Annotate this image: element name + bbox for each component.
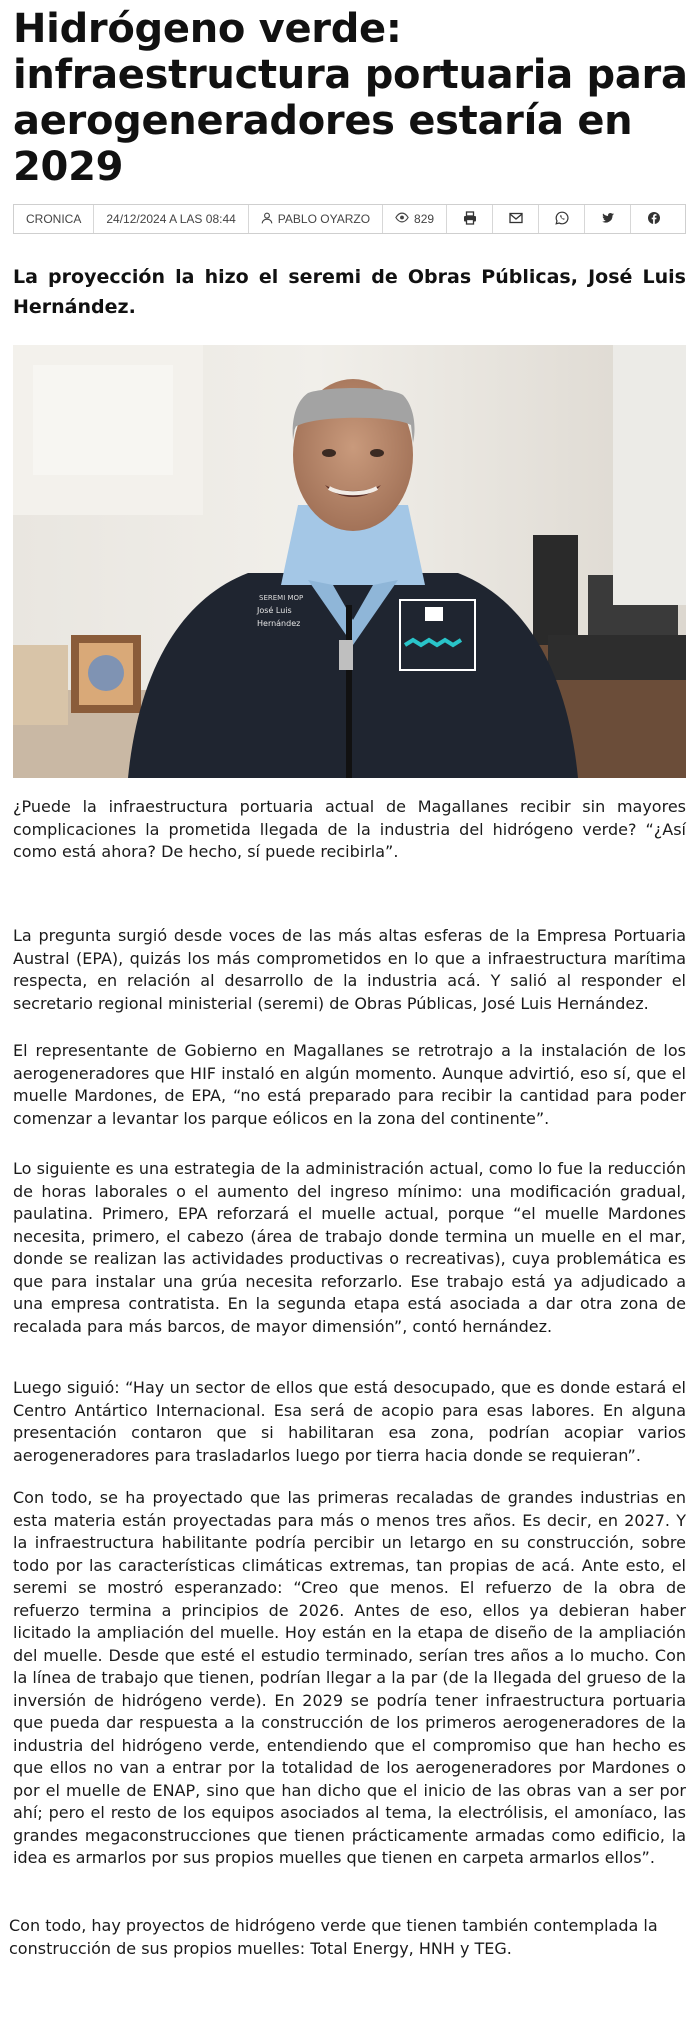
article-paragraph: El representante de Gobierno en Magallanes se retrotrajo a la instalación de los aerogeneradores que HIF instaló en algún momento. Aunque advirtió, eso sí, que el muelle Mardones, de EPA, “no está preparado para recibir la cantidad para poder comenzar a levantar los parque eólicos en la zona del continente”. xyxy=(13,1041,686,1128)
section-link[interactable] xyxy=(14,205,94,233)
article-title: Hidrógeno verde: infraestructura portuaria para aerogeneradores estaría en 2029 xyxy=(13,6,688,190)
section-label: CRONICA xyxy=(26,212,82,226)
twitter-icon xyxy=(601,211,615,228)
email-share-button[interactable] xyxy=(493,205,539,233)
view-count xyxy=(383,205,447,233)
article-paragraph: Luego siguió: “Hay un sector de ellos que está desocupado, que es donde estará el Centro Antártico Internacional. Esa será de acopio para esas labores. En alguna presentación contaron que si habilitaran esa zona, podrían acopiar varios aerogeneradores para trasladarlos luego por tierra hacia donde se requieran”. xyxy=(13,1378,686,1465)
publish-date-text: 24/12/2024 A LAS 08:44 xyxy=(106,212,236,226)
whatsapp-share-button[interactable] xyxy=(539,205,585,233)
author-link[interactable] xyxy=(249,205,383,233)
print-button[interactable] xyxy=(447,205,493,233)
facebook-share-button[interactable] xyxy=(631,205,677,233)
print-icon xyxy=(463,211,477,228)
seremi-portrait-image xyxy=(13,345,686,778)
article-photo xyxy=(13,345,686,778)
article-lead: La proyección la hizo el seremi de Obras Públicas, José Luis Hernández. xyxy=(13,266,686,318)
photo-jacket-text-3: Hernández xyxy=(257,619,301,628)
photo-jacket-text-1: SEREMI MOP xyxy=(259,594,304,602)
article-meta-bar xyxy=(13,204,686,234)
twitter-share-button[interactable] xyxy=(585,205,631,233)
whatsapp-icon xyxy=(555,211,569,228)
view-count-value: 829 xyxy=(414,212,435,226)
eye-icon xyxy=(395,212,409,226)
facebook-icon xyxy=(647,211,661,228)
user-icon xyxy=(261,212,273,227)
author-name: PABLO OYARZO xyxy=(277,212,371,226)
envelope-icon xyxy=(509,211,523,228)
article-paragraph: ¿Puede la infraestructura portuaria actual de Magallanes recibir sin mayores complicaciones la prometida llegada de la industria del hidrógeno verde? “¿Así como está ahora? De hecho, sí puede recibirla”. xyxy=(13,797,686,861)
article-paragraph: Con todo, se ha proyectado que las primeras recaladas de grandes industrias en esta materia están proyectadas para más o menos tres años. Es decir, en 2027. Y la infraestructura habilitante podría percibir un letargo en su construcción, sobre todo por las características climáticas extremas, tan propias de acá. Ante esto, el seremi se mostró esperanzado: “Creo que menos. El refuerzo de la obra de refuerzo termina a principios de 2026. Antes de eso, ellos ya debieran haber licitado la ampliación del muelle. Hoy están en la etapa de diseño de la ampliación del muelle. Desde que esté el estudio terminado, serían tres años a lo mucho. Con la línea de trabajo que tienen, podrían llegar a la par (de la llegada del grueso de la inversión de hidrógeno verde). En 2029 se podría tener infraestructura portuaria que pueda dar respuesta a la construcción de los primeros aerogeneradores de la industria del hidrógeno verde, entendiendo que el compromiso que han hecho es que ellos no van a entrar por la totalidad de los aerogeneradores por Mardones o por el muelle de ENAP, sino que han dicho que el inicio de las obras van a ser por ahí; pero el resto de los equipos asociados al tema, la electrólisis, el amoníaco, las grandes megaconstrucciones que tienen prácticamente armadas como edificio, la idea es armarlos por sus propios muelles que tienen en carpeta armarlos ellos”. xyxy=(13,1488,686,1867)
publish-date xyxy=(94,205,248,233)
article-paragraph: La pregunta surgió desde voces de las más altas esferas de la Empresa Portuaria Austral (EPA), quizás los más comprometidos en lo que a infraestructura marítima respecta, en relación al desarrollo de la industria acá. Y salió al responder el secretario regional ministerial (seremi) de Obras Públicas, José Luis Hernández. xyxy=(13,926,686,1013)
article-paragraph: Lo siguiente es una estrategia de la administración actual, como lo fue la reducción de horas laborales o el aumento del ingreso mínimo: una modificación gradual, paulatina. Primero, EPA reforzará el muelle actual, porque “el muelle Mardones necesita, primero, el cabezo (área de trabajo donde termina un muelle en el mar, donde se realizan las actividades productivas o recreativas), cuya problemática es que para instalar una grúa necesita reforzarlo. Ese trabajo está ya adjudicado a una empresa contratista. En la segunda etapa está asociada a dar otra zona de recalada para más barcos, de mayor dimensión”, contó hernández. xyxy=(13,1159,686,1336)
photo-jacket-text-2: José Luis xyxy=(257,606,292,615)
article-paragraph: Con todo, hay proyectos de hidrógeno verde que tienen también contemplada la construcción de sus propios muelles: Total Energy, HNH y TEG. xyxy=(9,1916,658,1958)
